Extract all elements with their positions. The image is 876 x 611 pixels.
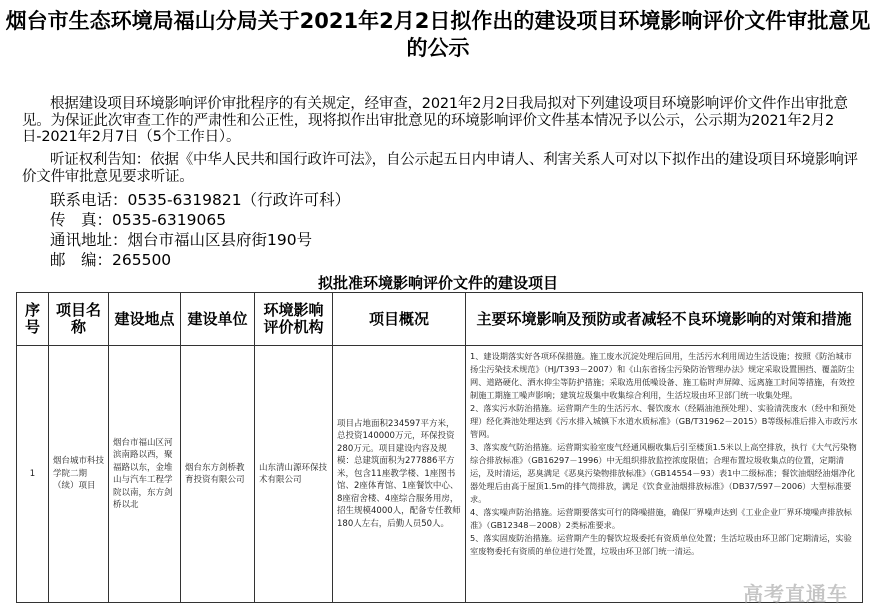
intro-paragraph: 根据建设项目环境影响评价审批程序的有关规定，经审查，2021年2月2日我局拟对下列建设项目环境影响评价文件作出审批意见。为保证此次审查工作的严肃性和公正性，现将拟作出审批意见的环境影响评价文件基本情况予以公示，公示期为2021年2月2日-2021年2月7日（5个工作日）。 — [22, 96, 848, 145]
measure-construction: 1、建设期落实好各项环保措施。施工废水沉淀处理后回用，生活污水利用周边生活设施；按照《防治城市扬尘污染技术规范》（HJ/T393－2007）和《山东省扬尘污染防治管理办法》规定采取设置围挡、覆盖防尘网、道路硬化、洒水抑尘等防护措施；采取选用低噪设备、施工临时声屏障、远离施工时间等措施，有效控制施工期施工噪声影响；建筑垃圾集中收集综合利用，生活垃圾由环卫部门统一收集处理。 — [470, 351, 855, 400]
contact-postcode: 邮 编：265500 — [50, 251, 172, 269]
header-agency: 环境影响评价机构 — [255, 293, 333, 346]
header-measures: 主要环境影响及预防或者减轻不良环境影响的对策和措施 — [466, 293, 863, 346]
contact-address: 通讯地址：烟台市福山区县府街190号 — [50, 231, 313, 249]
cell-overview: 项目占地面积234597平方米，总投资140000万元，环保投资280万元。项目建设内容及规模：总建筑面积为277886平方米，包含11座教学楼、1座图书馆、2座体育馆、1座餐饮中心、8座宿舍楼、4座综合服务用房，招生规模4000人，配备专任教师180人左右，后勤人员50人。 — [333, 346, 466, 603]
page-title: 烟台市生态环境局福山分局关于2021年2月2日拟作出的建设项目环境影响评价文件审批意见的公示 — [5, 9, 871, 60]
header-location: 建设地点 — [109, 293, 181, 346]
header-unit: 建设单位 — [181, 293, 255, 346]
header-overview: 项目概况 — [333, 293, 466, 346]
contact-fax: 传 真：0535-6319065 — [50, 211, 227, 229]
hearing-notice-paragraph: 听证权利告知：依据《中华人民共和国行政许可法》，自公示起五日内申请人、利害关系人可对以下拟作出的建设项目环境影响评价文件审批意见要求听证。 — [22, 152, 858, 185]
table-header-row — [17, 293, 863, 346]
table-row — [17, 346, 863, 603]
table-caption: 拟批准环境影响评价文件的建设项目 — [317, 274, 558, 292]
cell-location: 烟台市福山区河滨南路以西，聚福路以东，金堆山与汽车工程学院以南，东方剑桥以北 — [109, 346, 181, 603]
watermark-logo: 高考直通车 — [743, 582, 848, 606]
measure-exhaust: 3、落实废气防治措施。运营期实验室废气经通风橱收集后引至楼顶1.5米以上高空排放，执行《大气污染物综合排放标准》（GB16297－1996）中无组织排放监控浓度限值；合理布置垃圾收集点的位置，定期清运，及时清运，恶臭满足《恶臭污染物排放标准》（GB14554－93）表1中二级标准；餐饮油烟经油烟净化器处理后由高于屋顶1.5m的排气筒排放，满足《饮食业油烟排放标准》（DB37/597－2006）大型标准要求。 — [470, 442, 857, 504]
header-no: 序号 — [17, 293, 49, 346]
cell-name: 烟台城市科技学院二期（续）项目 — [49, 346, 109, 603]
contact-phone: 联系电话：0535-6319821（行政许可科） — [50, 191, 351, 209]
measure-solid-waste: 5、落实固废防治措施。运营期产生的餐饮垃圾委托有资质单位处置；生活垃圾由环卫部门定期清运，实验室废物委托有资质的单位进行处置，垃圾由环卫部门统一清运。 — [470, 533, 852, 556]
cell-measures — [466, 346, 863, 603]
header-name: 项目名称 — [49, 293, 109, 346]
cell-no: 1 — [17, 346, 49, 603]
measure-wastewater: 2、落实污水防治措施。运营期产生的生活污水、餐饮废水（经隔油池预处理）、实验清洗废水（经中和预处理）经化粪池处理达到《污水排入城镇下水道水质标准》（GB/T31962－2015）B等级标准后排入市政污水管网。 — [470, 403, 858, 439]
measure-noise: 4、落实噪声防治措施。运营期要落实可行的降噪措施，确保厂界噪声达到《工业企业厂界环境噪声排放标准》（GB12348－2008）2类标准要求。 — [470, 507, 852, 530]
cell-agency: 山东清山源环保技术有限公司 — [255, 346, 333, 603]
projects-table — [16, 292, 863, 603]
cell-unit: 烟台东方剑桥教育投资有限公司 — [181, 346, 255, 603]
